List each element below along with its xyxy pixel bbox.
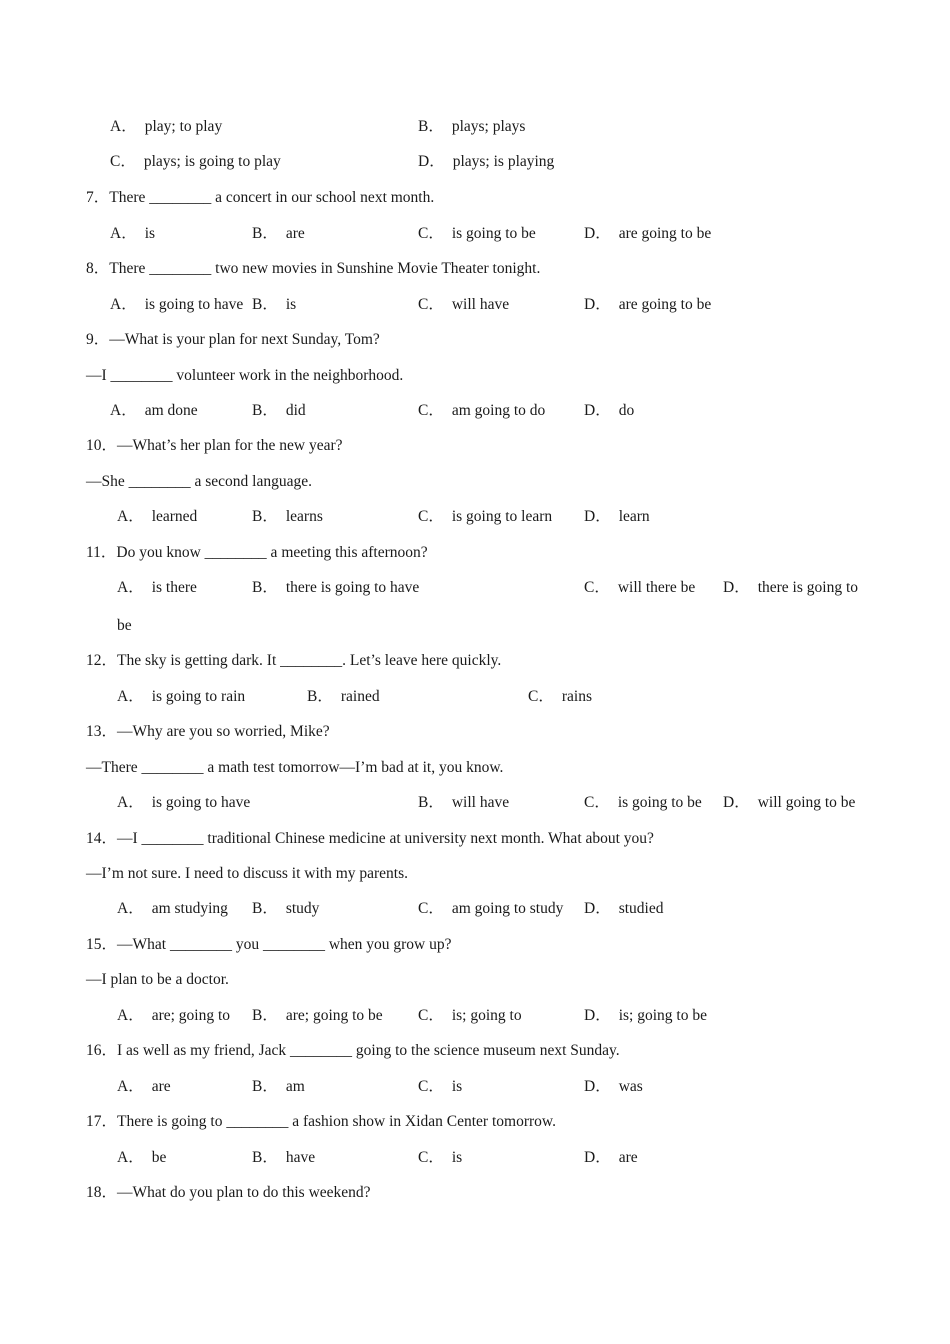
option-b[interactable]: B． have [252,1149,316,1166]
option-b[interactable]: B． are [252,225,305,242]
option-a[interactable]: A． is going to have [117,794,251,811]
option-b[interactable]: B． are; going to be [252,1007,383,1024]
question-11-stem: 11．Do you know ________ a meeting this afternoon? [86,544,428,561]
option-d[interactable]: D． are going to be [584,225,712,242]
option-c[interactable]: C． am going to study [418,900,564,917]
question-18-stem: 18．—What do you plan to do this weekend? [86,1184,371,1201]
question-10-stem: 10．—What’s her plan for the new year? [86,437,343,454]
option-c[interactable]: C． is going to learn [418,508,553,525]
option-c[interactable]: C． is going to be [584,794,702,811]
option-b[interactable]: B． learns [252,508,323,525]
option-c[interactable]: C． rains [528,688,592,705]
option-c[interactable]: C． is; going to [418,1007,522,1024]
option-c[interactable]: C． is [418,1078,463,1095]
option-c[interactable]: C． will there be [584,579,696,596]
option-c[interactable]: C． will have [418,296,510,313]
option-b[interactable]: B． am [252,1078,305,1095]
question-14-stem: 14．—I ________ traditional Chinese medicine at university next month. What about you? [86,830,654,847]
option-a[interactable]: A． am done [110,402,198,419]
option-d[interactable]: D． learn [584,508,650,525]
option-a[interactable]: A． is going to rain [117,688,246,705]
question-16-stem: 16．I as well as my friend, Jack ________ going to the science museum next Sunday. [86,1042,620,1059]
question-10-response: —She ________ a second language. [86,473,312,490]
option-d[interactable]: D． is; going to be [584,1007,707,1024]
option-a[interactable]: A． are [117,1078,171,1095]
question-9-response: —I ________ volunteer work in the neighborhood. [86,367,404,384]
option-d[interactable]: D． do [584,402,635,419]
option-d[interactable]: D． are going to be [584,296,712,313]
question-7-stem: 7．There ________ a concert in our school next month. [86,189,435,206]
option-d[interactable]: D． was [584,1078,643,1095]
question-12-stem: 12．The sky is getting dark. It ________. Let’s leave here quickly. [86,652,502,669]
option-d[interactable]: D． there is going to [723,579,859,596]
question-15-stem: 15．—What ________ you ________ when you grow up? [86,936,452,953]
option-b[interactable]: B． plays; plays [418,118,526,135]
option-a[interactable]: A． am studying [117,900,228,917]
option-d-wrap: be [117,617,132,634]
option-c[interactable]: C． is going to be [418,225,536,242]
option-b[interactable]: B． did [252,402,306,419]
option-d[interactable]: D． studied [584,900,664,917]
option-c[interactable]: C． is [418,1149,463,1166]
question-8-stem: 8．There ________ two new movies in Sunshine Movie Theater tonight. [86,260,541,277]
option-b[interactable]: B． will have [418,794,510,811]
option-b[interactable]: B． there is going to have [252,579,420,596]
option-a[interactable]: A． is [110,225,156,242]
option-c[interactable]: C． plays; is going to play [110,153,281,170]
option-a[interactable]: A． are; going to [117,1007,231,1024]
option-d[interactable]: D． plays; is playing [418,153,555,170]
option-d[interactable]: D． are [584,1149,638,1166]
option-a[interactable]: A． be [117,1149,167,1166]
option-a[interactable]: A． learned [117,508,198,525]
question-17-stem: 17．There is going to ________ a fashion show in Xidan Center tomorrow. [86,1113,556,1130]
option-a[interactable]: A． is there [117,579,197,596]
option-a[interactable]: A． is going to have [110,296,244,313]
question-15-response: —I plan to be a doctor. [86,971,229,988]
option-b[interactable]: B． is [252,296,297,313]
option-d[interactable]: D． will going to be [723,794,856,811]
question-13-response: —There ________ a math test tomorrow—I’m bad at it, you know. [86,759,504,776]
option-c[interactable]: C． am going to do [418,402,546,419]
option-b[interactable]: B． study [252,900,320,917]
option-b[interactable]: B． rained [307,688,380,705]
option-a[interactable]: A． play; to play [110,118,223,135]
question-14-response: —I’m not sure. I need to discuss it with my parents. [86,865,409,882]
question-13-stem: 13．—Why are you so worried, Mike? [86,723,330,740]
question-9-stem: 9．—What is your plan for next Sunday, Tom? [86,331,380,348]
